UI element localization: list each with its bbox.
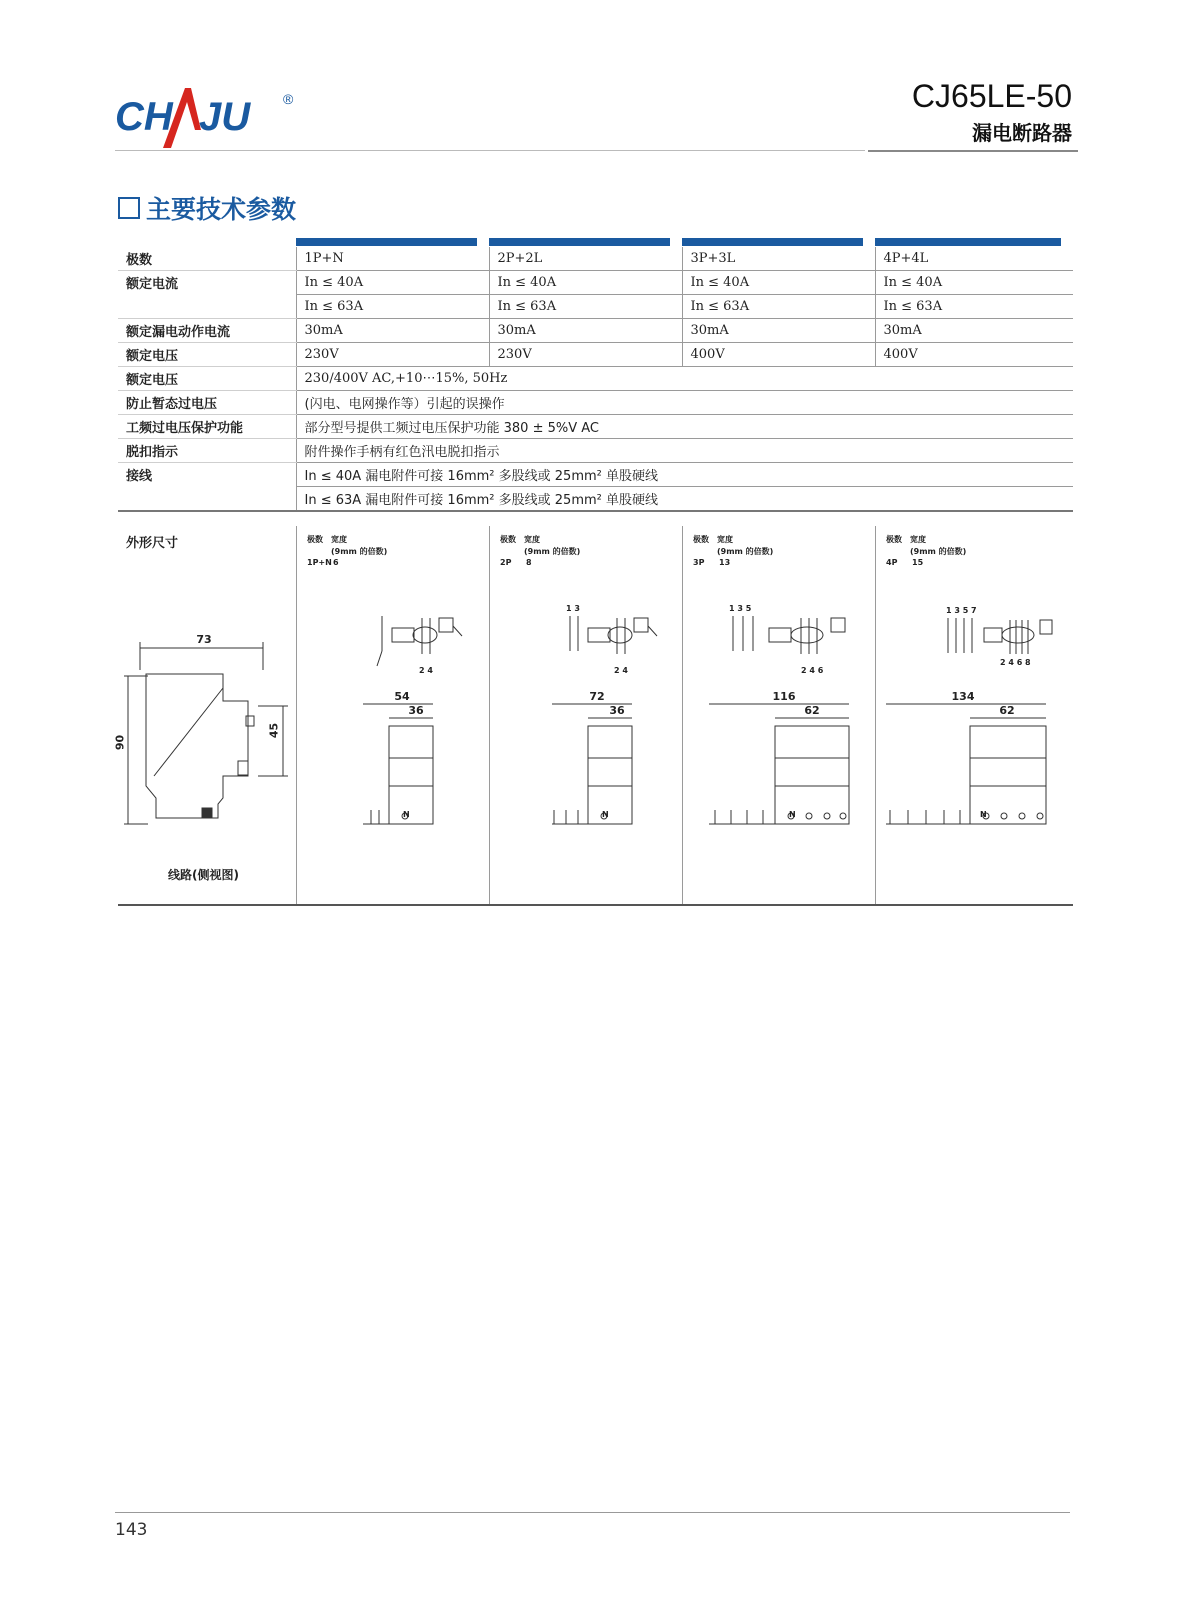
row-label: 额定电流: [126, 277, 179, 293]
table-cell: In ≤ 40A: [489, 271, 682, 295]
table-row: [118, 391, 1073, 415]
width-note: (9mm 的倍数): [910, 547, 967, 556]
width-header: 宽度: [331, 535, 347, 544]
terminal-numbers: 2 4 6: [801, 666, 824, 675]
variant-1pn: [296, 526, 490, 904]
table-cell: In ≤ 40A: [682, 271, 875, 295]
front-view-1pn: [359, 698, 439, 838]
variant-poles: 2P: [500, 558, 512, 567]
column-bar: [875, 238, 1061, 246]
table-row: [118, 463, 1073, 487]
overall-width-label: 134: [951, 690, 975, 703]
poles-header: 极数: [500, 535, 516, 544]
variant-2p: [489, 526, 683, 904]
row-label: 极数: [118, 247, 296, 271]
variant-modules: 8: [526, 558, 532, 567]
table-cell-span: (闪电、电网操作等）引起的误操作: [296, 391, 1073, 415]
inner-width-label: 36: [408, 704, 424, 717]
width-header: 宽度: [524, 535, 540, 544]
table-row: [118, 487, 1073, 512]
dimension-drawings: [113, 526, 1073, 906]
side-depth-label: 45: [267, 722, 281, 739]
table-cell: 30mA: [489, 319, 682, 343]
logo-text-left: CH: [115, 95, 173, 139]
terminal-numbers: 2 4 6 8: [1000, 658, 1031, 667]
table-row: [118, 247, 1073, 271]
table-cell-span: In ≤ 40A 漏电附件可接 16mm² 多股线或 25mm² 单股硬线: [296, 463, 1073, 487]
table-cell: In ≤ 63A: [682, 295, 875, 319]
schematic-2p: [562, 606, 662, 676]
table-cell: 400V: [875, 343, 1073, 367]
variant-4p: [875, 526, 1074, 904]
row-label: 额定电压: [118, 367, 296, 391]
spec-table: [118, 237, 1073, 512]
column-bar: [489, 238, 670, 246]
table-cell-span: 附件操作手柄有红色汛电脱扣指示: [296, 439, 1073, 463]
row-label: 工频过电压保护功能: [118, 415, 296, 439]
schematic-1pn: [367, 606, 467, 676]
overall-width-label: 72: [589, 690, 605, 703]
row-label: 接线: [126, 469, 153, 485]
poles-header: 极数: [693, 535, 709, 544]
table-header-bars: [118, 237, 1073, 247]
width-note: (9mm 的倍数): [717, 547, 774, 556]
neutral-label: N: [403, 810, 410, 819]
table-row: [118, 343, 1073, 367]
table-cell: 230V: [296, 343, 489, 367]
table-cell: In ≤ 63A: [296, 295, 489, 319]
variant-modules: 6: [333, 558, 339, 567]
table-cell: 230V: [489, 343, 682, 367]
top-terminal-numbers: 1 3: [566, 604, 580, 613]
table-cell-span: In ≤ 63A 漏电附件可接 16mm² 多股线或 25mm² 单股硬线: [296, 487, 1073, 512]
table-cell-span: 部分型号提供工频过电压保护功能 380 ± 5%V AC: [296, 415, 1073, 439]
table-cell-span: 230/400V AC,+10⋯15%, 50Hz: [296, 367, 1073, 391]
variant-3p: [682, 526, 876, 904]
side-view-caption: 线路(侧视图): [168, 868, 239, 882]
dimensions-label: 外形尺寸: [126, 536, 179, 551]
table-cell: In ≤ 63A: [489, 295, 682, 319]
table-row: [118, 319, 1073, 343]
inner-width-label: 36: [609, 704, 625, 717]
variant-poles: 3P: [693, 558, 705, 567]
section-checkbox-icon: [118, 197, 140, 219]
table-cell: 3P+3L: [682, 247, 875, 271]
table-cell: 1P+N: [296, 247, 489, 271]
width-header: 宽度: [717, 535, 733, 544]
poles-header: 极数: [886, 535, 902, 544]
inner-width-label: 62: [999, 704, 1015, 717]
neutral-label: N: [789, 810, 796, 819]
row-label: 额定漏电动作电流: [118, 319, 296, 343]
table-row: [118, 367, 1073, 391]
width-header: 宽度: [910, 535, 926, 544]
side-view-drawing: [118, 626, 296, 866]
column-bar: [296, 238, 477, 246]
width-note: (9mm 的倍数): [331, 547, 388, 556]
schematic-4p: [942, 608, 1062, 678]
header-rule-right: [868, 150, 1078, 152]
variant-modules: 15: [912, 558, 924, 567]
poles-header: 极数: [307, 535, 323, 544]
table-cell: 4P+4L: [875, 247, 1073, 271]
brand-logo: [115, 80, 315, 155]
table-cell: 2P+2L: [489, 247, 682, 271]
variant-poles: 4P: [886, 558, 898, 567]
side-height-label: 90: [113, 734, 127, 751]
top-terminal-numbers: 1 3 5: [729, 604, 752, 613]
model-number: CJ65LE-50: [911, 78, 1072, 114]
logo-registered: ®: [283, 91, 294, 107]
table-cell: In ≤ 40A: [875, 271, 1073, 295]
table-cell: 30mA: [875, 319, 1073, 343]
width-note: (9mm 的倍数): [524, 547, 581, 556]
front-view-3p: [705, 698, 855, 838]
inner-width-label: 62: [804, 704, 820, 717]
table-cell: In ≤ 63A: [875, 295, 1073, 319]
row-label: [118, 487, 296, 512]
product-name: 漏电断路器: [972, 121, 1072, 145]
footer-rule: [115, 1512, 1070, 1513]
front-view-2p: [548, 698, 638, 838]
overall-width-label: 54: [394, 690, 410, 703]
variant-poles: 1P+N: [307, 558, 332, 567]
column-bar: [682, 238, 863, 246]
header-rule-left: [115, 150, 865, 151]
row-label: 脱扣指示: [118, 439, 296, 463]
terminal-numbers: 2 4: [419, 666, 433, 675]
table-row: [118, 295, 1073, 319]
table-cell: In ≤ 40A: [296, 271, 489, 295]
table-row: [118, 439, 1073, 463]
row-label: 防止暂态过电压: [118, 391, 296, 415]
side-width-label: 73: [196, 633, 212, 646]
overall-width-label: 116: [772, 690, 796, 703]
top-terminal-numbers: 1 3 5 7: [946, 606, 977, 615]
table-cell: 30mA: [296, 319, 489, 343]
logo-text-right: JU: [199, 95, 251, 139]
neutral-label: N: [602, 810, 609, 819]
neutral-label: N: [980, 810, 987, 819]
row-label: [118, 295, 296, 319]
section-title: 主要技术参数: [146, 195, 297, 224]
page-number: 143: [115, 1520, 148, 1540]
table-cell: 400V: [682, 343, 875, 367]
row-label: 额定电压: [118, 343, 296, 367]
table-row: [118, 271, 1073, 295]
table-row: [118, 415, 1073, 439]
front-view-4p: [882, 698, 1052, 838]
terminal-numbers: 2 4: [614, 666, 628, 675]
table-cell: 30mA: [682, 319, 875, 343]
variant-modules: 13: [719, 558, 731, 567]
schematic-3p: [725, 606, 855, 676]
